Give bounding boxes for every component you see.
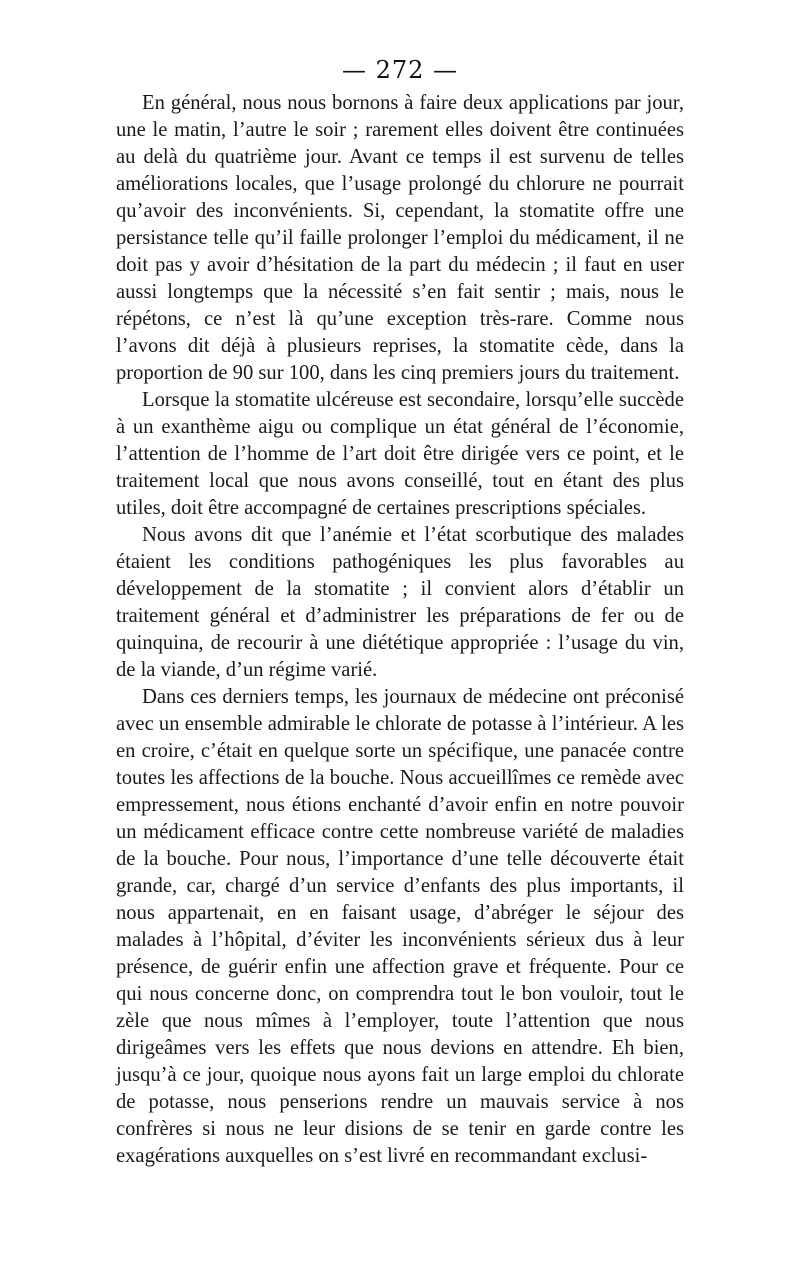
paragraph-2: Lorsque la stomatite ulcéreuse est secondaire, lorsqu’elle succède à un exanthème aigu ou complique un état général de l’économie, l’attention de l’homme de l’art doit être dirigée vers ce point, et le traitement local que nous avons conseillé, tout en étant des plus utiles, doit être accompagné de certaines prescriptions spéciales. (116, 389, 684, 519)
page-number: — 272 — (341, 56, 459, 84)
page-text (116, 90, 684, 1170)
paragraph-4: Dans ces derniers temps, les journaux de médecine ont préconisé avec un ensemble admirable le chlorate de potasse à l’intérieur. A les en croire, c’était en quelque sorte un spécifique, une panacée contre toutes les affections de la bouche. Nous accueillîmes ce remède avec empressement, nous étions enchanté d’avoir enfin en notre pouvoir un médicament efficace contre cette nombreuse variété de maladies de la bouche. Pour nous, l’importance d’une telle découverte était grande, car, chargé d’un service d’enfants des plus importants, il nous appartenait, en en faisant usage, d’abréger le séjour des malades à l’hôpital, d’éviter les inconvénients sérieux dus à leur présence, de guérir enfin une affection grave et fréquente. Pour ce qui nous concerne donc, on comprendra tout le bon vouloir, tout le zèle que nous mîmes à l’employer, toute l’attention que nous dirigeâmes vers les effets que nous devions en attendre. Eh bien, jusqu’à ce jour, quoique nous ayons fait un large emploi du chlorate de potasse, nous penserions rendre un mauvais service à nos confrères si nous ne leur disions de se tenir en garde contre les exagérations auxquelles on s’est livré en recommandant exclusi- (116, 686, 684, 1167)
paragraph-3: Nous avons dit que l’anémie et l’état scorbutique des malades étaient les conditions pathogéniques les plus favorables au développement de la stomatite ; il convient alors d’établir un traitement général et d’administrer les préparations de fer ou de quinquina, de recourir à une diététique appropriée : l’usage du vin, de la viande, d’un régime varié. (116, 524, 684, 681)
paragraph-1: En général, nous nous bornons à faire deux applications par jour, une le matin, l’autre le soir ; rarement elles doivent être continuées au delà du quatrième jour. Avant ce temps il est survenu de telles améliorations locales, que l’usage prolongé du chlorure ne pourrait qu’avoir des inconvénients. Si, cependant, la stomatite offre une persistance telle qu’il faille prolonger l’emploi du médicament, il ne doit pas y avoir d’hésitation de la part du médecin ; il faut en user aussi longtemps que la nécessité s’en fait sentir ; mais, nous le répétons, ce n’est là qu’une exception très-rare. Comme nous l’avons dit déjà à plusieurs reprises, la stomatite cède, dans la proportion de 90 sur 100, dans les cinq premiers jours du traitement. (116, 92, 684, 384)
